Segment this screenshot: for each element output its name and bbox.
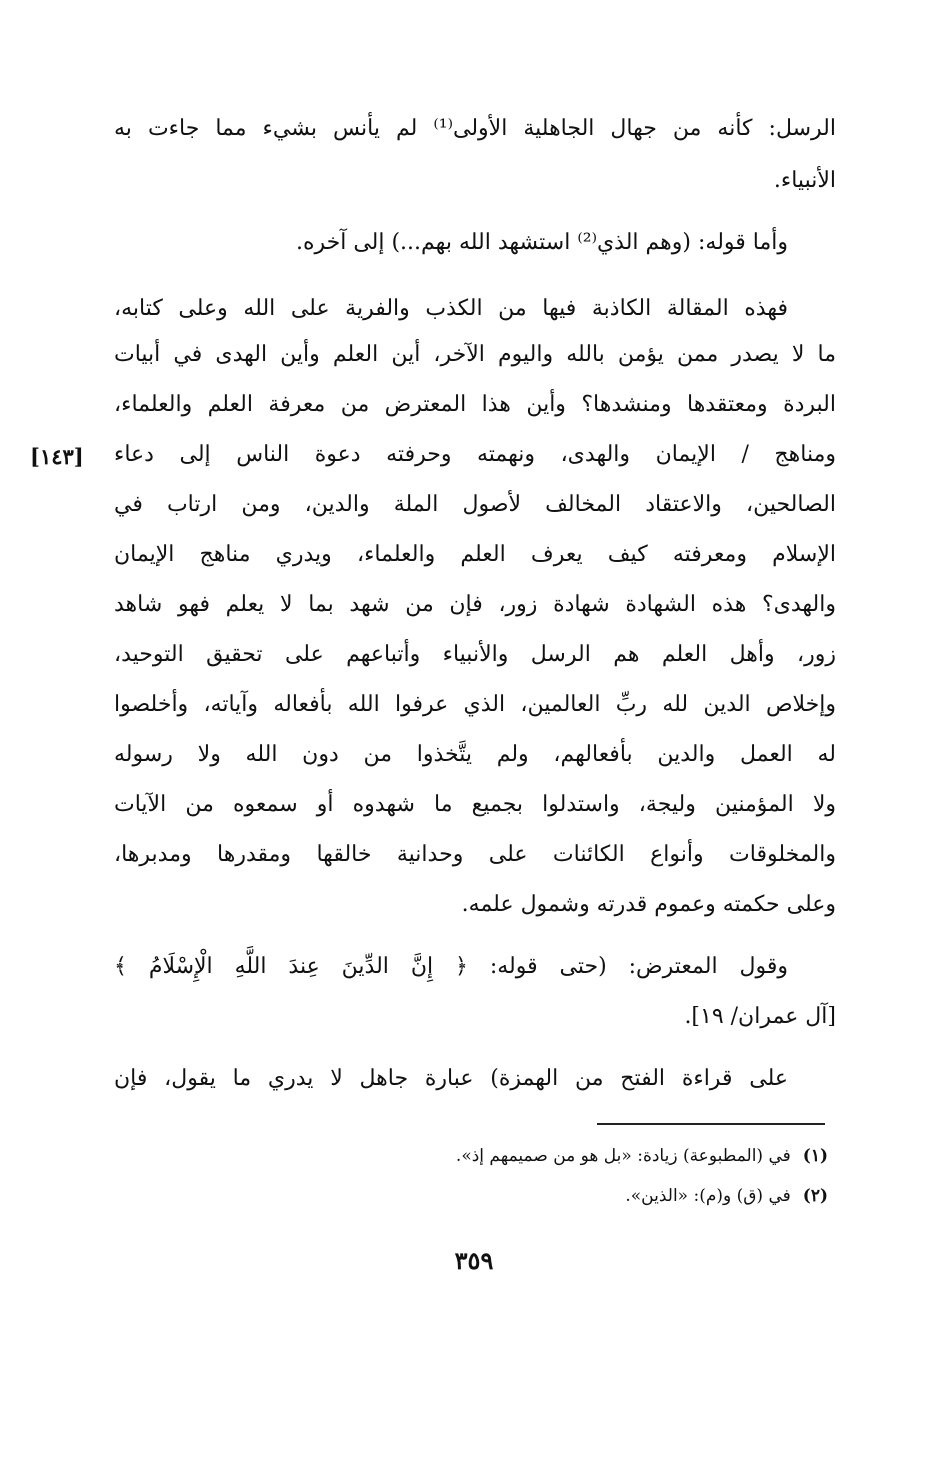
manuscript-folio-marker: [١٤٣] [30,444,84,469]
text-line: ولا المؤمنين وليجة، واستدلوا بجميع ما شهدوه أو سمعوه من الآيات [114,792,836,817]
text-line: الإسلام ومعرفته كيف يعرف العلم والعلماء، ويدري مناهج الإيمان [114,542,836,567]
text-line: ومناهج / الإيمان والهدى، ونهمته وحرفته دعوة الناس إلى دعاء [114,442,836,467]
text-line: على قراءة الفتح من الهمزة) عبارة جاهل لا يدري ما يقول، فإن [114,1066,788,1091]
text-line: الرسل: كأنه من جهال الجاهلية الأولى⁽¹⁾ لم يأنس بشيء مما جاءت به [114,116,836,141]
text-line: والهدى؟ هذه الشهادة شهادة زور، فإن من شهد بما لا يعلم فهو شاهد [114,592,836,617]
text-line: له العمل والدين بأفعالهم، ولم يتَّخذوا من دون الله ولا رسوله [114,742,836,767]
text-line: [آل عمران/ ١٩]. [684,1004,836,1029]
text-line: وقول المعترض: (حتى قوله: ﴿ إِنَّ الدِّينَ عِندَ اللَّهِ الْإِسْلَامُ ﴾ [114,954,788,979]
footnote-text: في (ق) و(م): «الذين». [625,1186,791,1206]
footnote [456,1146,828,1166]
text-line: وعلى حكمته وعموم قدرته وشمول علمه. [461,892,836,917]
footnote [625,1186,828,1206]
text-line: والمخلوقات وأنواع الكائنات على وحدانية خالقها ومقدرها ومدبرها، [114,842,836,867]
text-line: الصالحين، والاعتقاد المخالف لأصول الملة والدين، ومن ارتاب في [114,492,836,517]
footnote-number: (١) [802,1146,828,1166]
footnote-number: (٢) [802,1186,828,1206]
text-line: فهذه المقالة الكاذبة فيها من الكذب والفرية على الله وعلى كتابه، [114,296,788,321]
page-number: ٣٥٩ [454,1246,494,1275]
text-line: ما لا يصدر ممن يؤمن بالله واليوم الآخر، أين العلم وأين الهدى في أبيات [114,342,836,367]
text-line: وأما قوله: (وهم الذي⁽²⁾ استشهد الله بهم...) إلى آخره. [295,230,788,255]
text-line: وإخلاص الدين لله ربِّ العالمين، الذي عرفوا الله بأفعاله وآياته، وأخلصوا [114,692,836,717]
footnote-divider [597,1123,825,1125]
text-line: زور، وأهل العلم هم الرسل والأنبياء وأتباعهم على تحقيق التوحيد، [114,642,836,667]
footnote-text: في (المطبوعة) زيادة: «بل هو من صميمهم إذ». [455,1146,791,1166]
text-line: الأنبياء. [773,168,836,193]
text-line: البردة ومعتقدها ومنشدها؟ وأين هذا المعترض من معرفة العلم والعلماء، [114,392,836,417]
